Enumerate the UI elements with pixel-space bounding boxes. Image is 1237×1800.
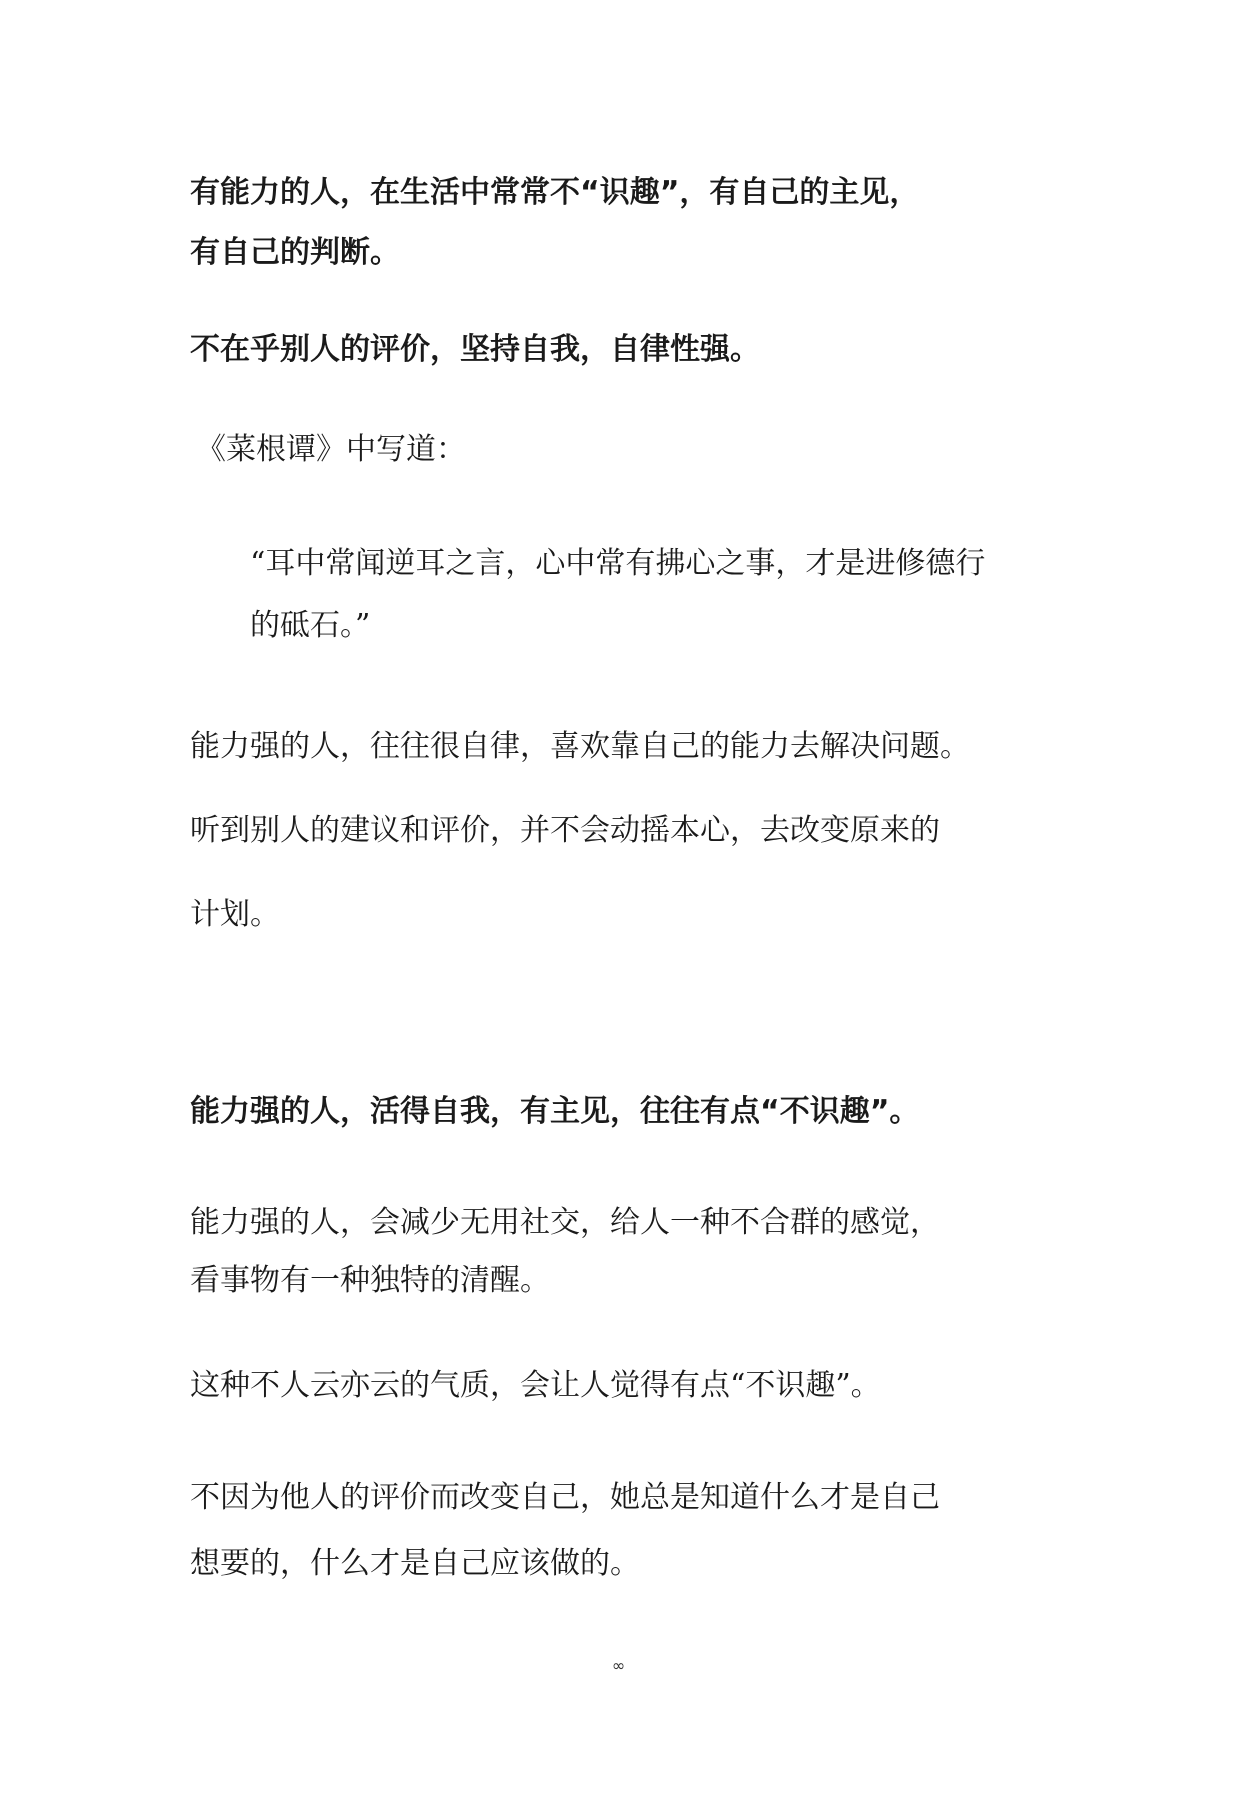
paragraph-line: 能力强的人，会减少无用社交，给人一种不合群的感觉，	[190, 1205, 940, 1240]
paragraph-source	[196, 428, 1096, 472]
block-quote	[250, 533, 1150, 657]
paragraph-line: 有自己的判断。	[190, 235, 400, 270]
paragraph-line: 计划。	[190, 897, 280, 932]
quote-line: “耳中常闻逆耳之言，心中常有拂心之事，才是进修德行	[250, 546, 986, 581]
section-heading	[190, 1090, 1090, 1134]
paragraph-line: 看事物有一种独特的清醒。	[190, 1263, 550, 1298]
paragraph-line: 能力强的人，往往很自律，喜欢靠自己的能力去解决问题。	[190, 729, 970, 764]
paragraph-temperament	[190, 1364, 1090, 1408]
heading-line: 能力强的人，活得自我，有主见，往往有点“不识趣”。	[190, 1094, 920, 1129]
page-number: ∞	[611, 1656, 626, 1675]
paragraph-line: 有能力的人，在生活中常常不“识趣”，有自己的主见，	[190, 175, 920, 210]
paragraph-social	[190, 1194, 1090, 1310]
paragraph-line: 想要的，什么才是自己应该做的。	[190, 1546, 640, 1581]
paragraph-line: 这种不人云亦云的气质，会让人觉得有点“不识趣”。	[190, 1368, 881, 1403]
quote-line: 的砥石。”	[250, 608, 371, 643]
paragraph-know-self	[190, 1465, 1090, 1597]
paragraph-line: 《菜根谭》中写道：	[196, 432, 466, 467]
paragraph-strong-people	[190, 705, 1090, 957]
paragraph-line: 不因为他人的评价而改变自己，她总是知道什么才是自己	[190, 1480, 940, 1515]
paragraph-line: 听到别人的建议和评价，并不会动摇本心，去改变原来的	[190, 813, 940, 848]
paragraph-self-discipline	[190, 328, 1090, 372]
paragraph-intro	[190, 163, 1090, 283]
paragraph-line: 不在乎别人的评价，坚持自我，自律性强。	[190, 332, 760, 367]
